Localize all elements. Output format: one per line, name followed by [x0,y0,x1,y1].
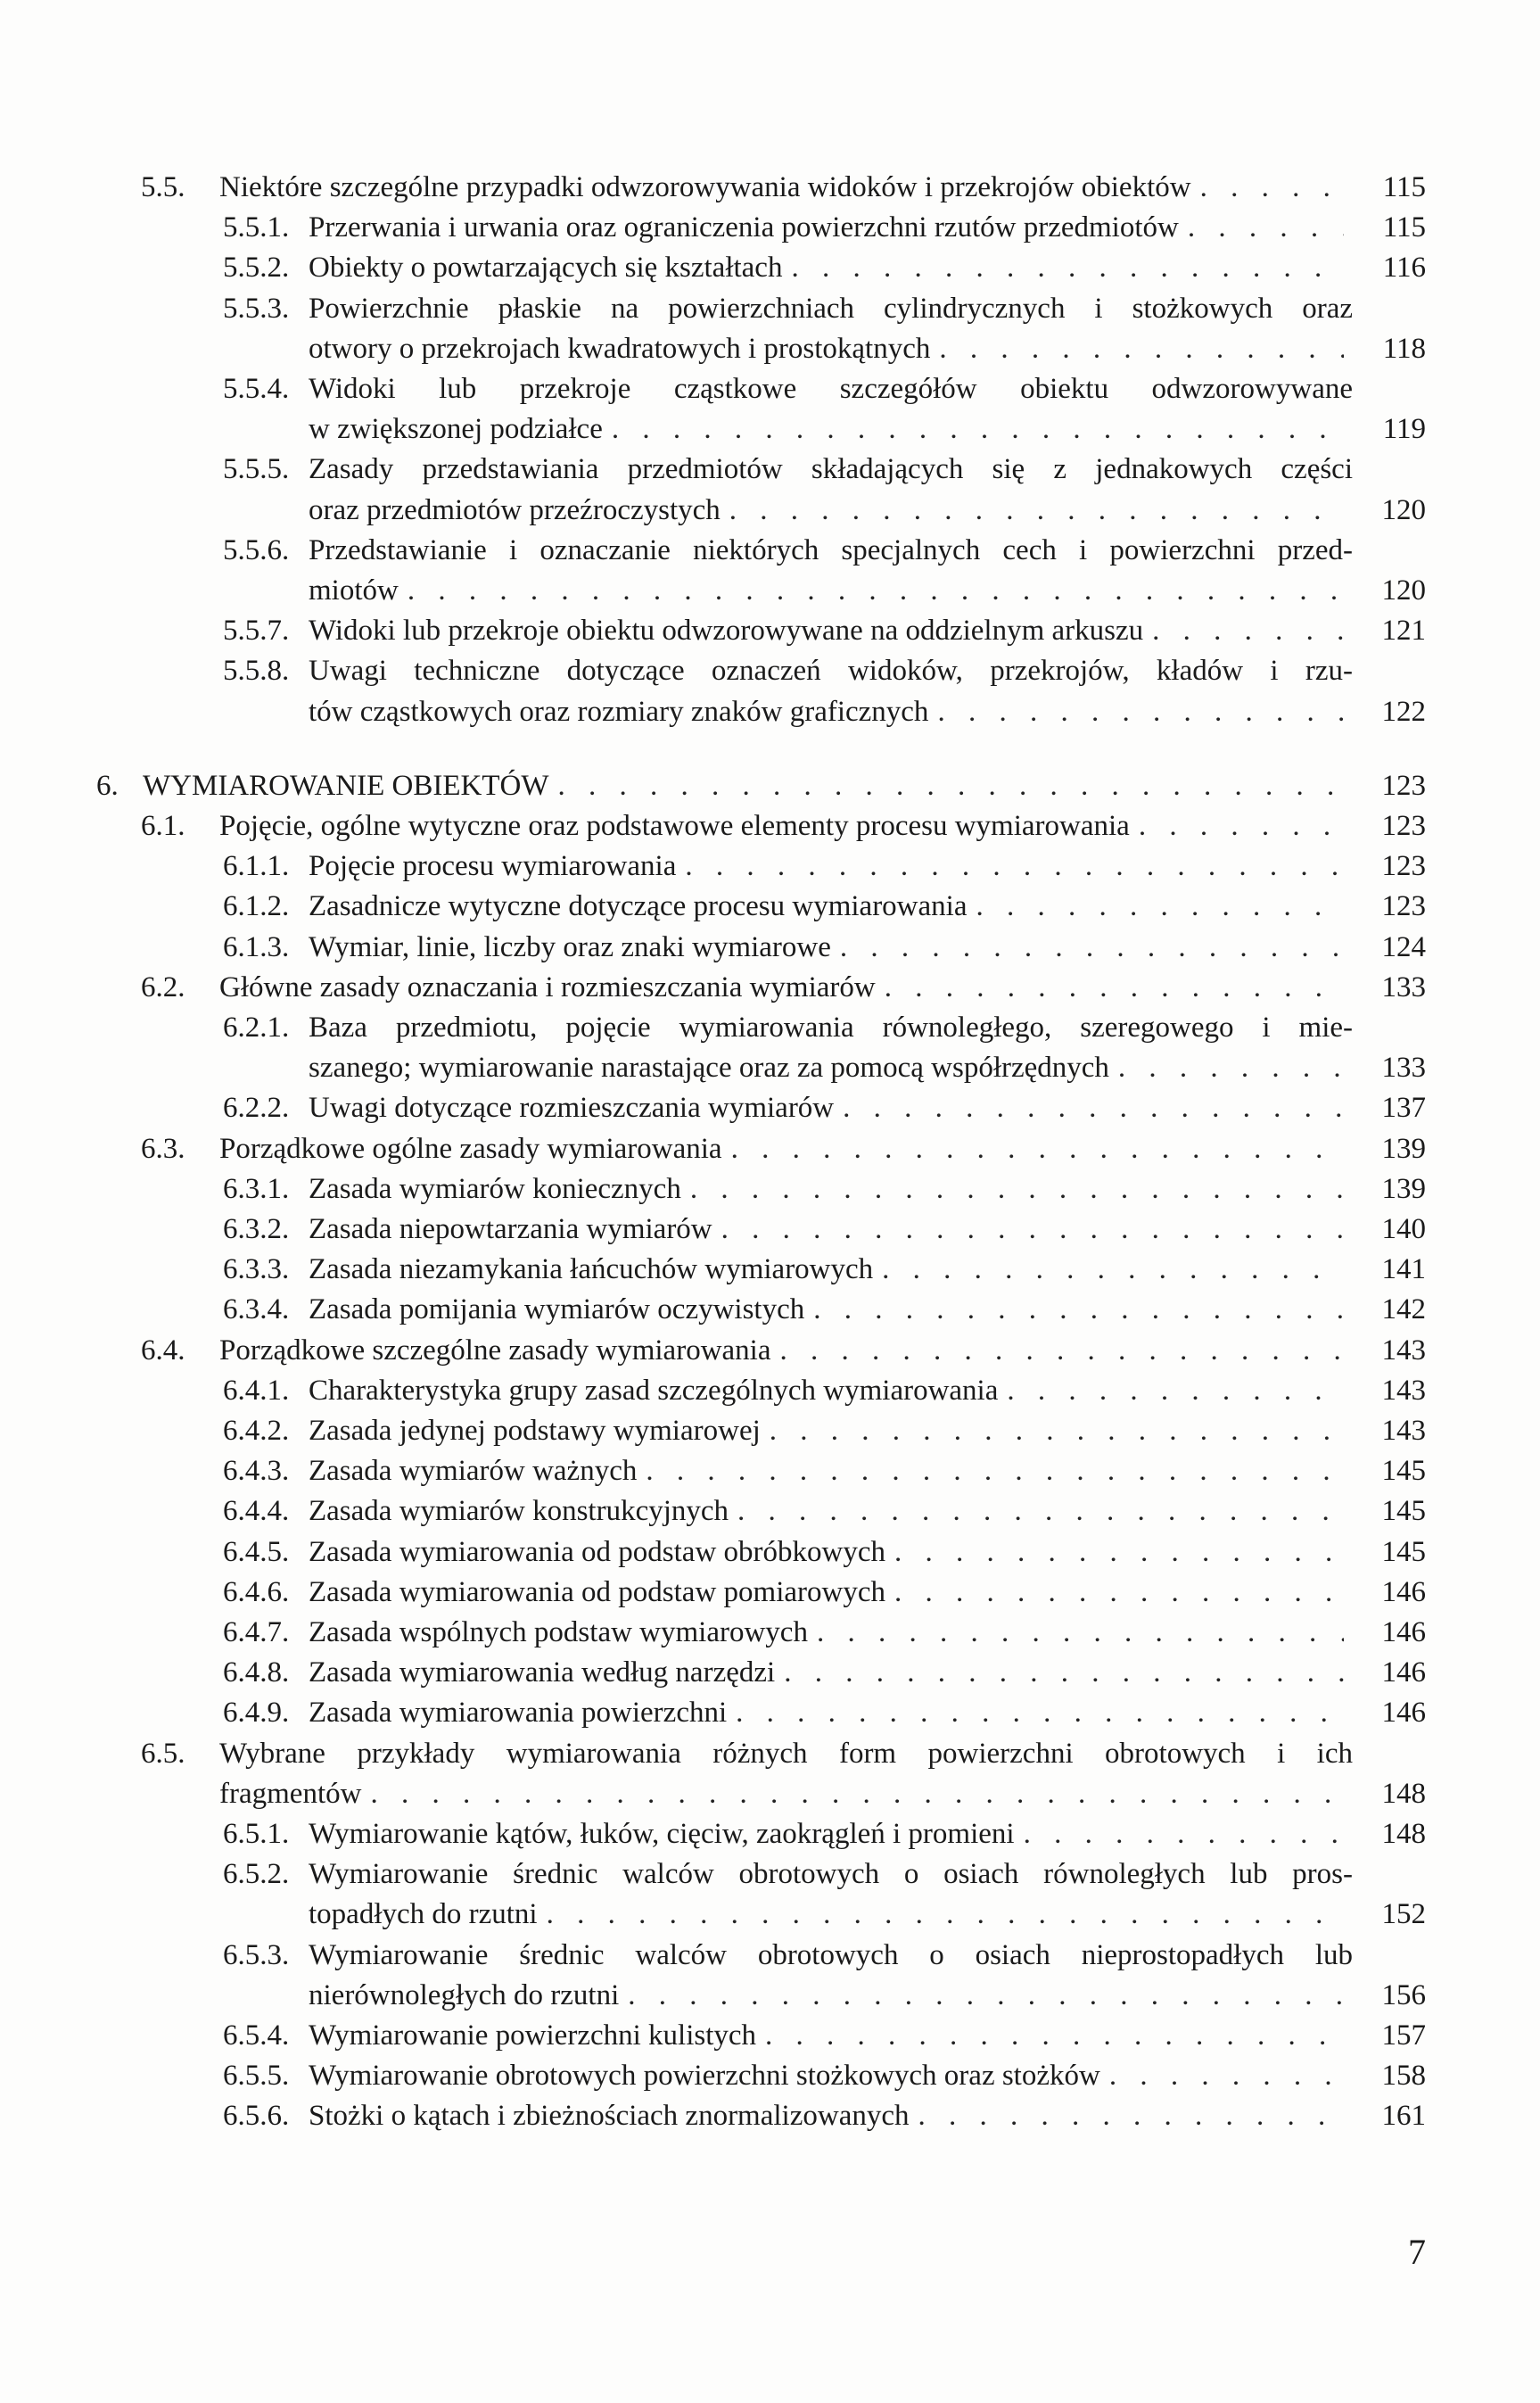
toc-entry-continuation [0,491,1540,530]
toc-entry-title: Pojęcie procesu wymiarowania [309,850,677,882]
toc-entry-number: 6.4.6. [223,1576,290,1608]
dot-leader [780,1331,1345,1370]
toc-entry-title: Wymiarowanie średnic walców obrotowych o osiach nieprostopadłych lub [309,1939,1353,1971]
toc-entry-title: Zasada pomijania wymiarów oczywistych [309,1293,805,1325]
toc-entry-page: 145 [1381,1536,1426,1568]
toc-entry [0,1250,1540,1289]
toc-entry-number: 5.5.1. [223,211,290,244]
toc-entry-number: 6.4.9. [223,1697,290,1729]
dot-leader [882,1250,1344,1289]
toc-entry-title: fragmentów [219,1778,362,1810]
dot-leader [685,846,1344,886]
toc-entry-page: 143 [1381,1375,1426,1407]
toc-entry [0,2016,1540,2055]
toc-entry-page: 146 [1381,1697,1426,1729]
toc-entry-page: 123 [1381,770,1426,802]
toc-entry-page: 123 [1381,890,1426,922]
toc-entry-title: otwory o przekrojach kwadratowych i prostokątnych [309,333,931,365]
toc-entry [0,208,1540,247]
dot-leader [612,409,1344,449]
toc-entry-title: miotów [309,574,399,607]
toc-entry-page: 146 [1381,1656,1426,1689]
dot-leader [770,1411,1344,1450]
toc-entry [0,1491,1540,1531]
toc-entry [0,766,1540,805]
dot-leader [646,1451,1344,1491]
toc-entry [0,611,1540,650]
toc-entry-page: 123 [1381,850,1426,882]
toc-entry [0,968,1540,1007]
toc-entry [0,168,1540,207]
dot-leader [736,1693,1344,1732]
toc-entry-page: 123 [1381,810,1426,842]
page-number: 7 [1408,2232,1426,2272]
toc-entry-page: 119 [1382,413,1426,445]
toc-entry-title: Obiekty o powtarzających się kształtach [309,252,783,284]
toc-entry-number: 6.5.4. [223,2019,290,2052]
toc-entry-title: Zasada niezamykania łańcuchów wymiarowych [309,1253,874,1285]
toc-entry-number: 6.3. [141,1133,185,1165]
toc-entry-page: 142 [1381,1293,1426,1325]
toc-entry-page: 139 [1381,1133,1426,1165]
toc-entry [0,1088,1540,1127]
dot-leader [939,329,1344,368]
toc-entry-page: 156 [1381,1979,1426,2011]
toc-entry-title: szanego; wymiarowanie narastające oraz za pomocą współrzędnych [309,1052,1109,1084]
toc-entry-number: 6.4.2. [223,1415,290,1447]
toc-entry-number: 5.5.3. [223,293,290,325]
toc-entry-number: 5.5.4. [223,373,290,405]
toc-entry-number: 6.2. [141,971,185,1003]
toc-entry-title: Zasada niepowtarzania wymiarów [309,1213,712,1245]
dot-leader [731,1129,1344,1168]
toc-entry-title: Zasada wymiarów koniecznych [309,1173,681,1205]
toc-entry [0,2096,1540,2135]
dot-leader [721,1210,1344,1249]
toc-entry-title: Uwagi dotyczące rozmieszczania wymiarów [309,1092,835,1124]
toc-entry-title: Wymiar, linie, liczby oraz znaki wymiarowe [309,931,831,963]
toc-entry-title: topadłych do rzutni [309,1898,538,1930]
toc-entry-number: 6.3.3. [223,1253,290,1285]
toc-entry-number: 5.5.5. [223,453,290,485]
toc-entry-page: 140 [1381,1213,1426,1245]
toc-entry-page: 124 [1381,931,1426,963]
toc-entry [0,806,1540,846]
toc-entry [0,1169,1540,1209]
dot-leader [737,1491,1344,1531]
toc-entry-title: Główne zasady oznaczania i rozmieszczania wymiarów [219,971,876,1003]
toc-entry-page: 145 [1381,1455,1426,1487]
toc-entry-continuation [0,1048,1540,1087]
toc-entry-title: Pojęcie, ogólne wytyczne oraz podstawowe elementy procesu wymiarowania [219,810,1130,842]
toc-entry-title: Wymiarowanie powierzchni kulistych [309,2019,757,2052]
dot-leader [558,766,1345,805]
toc-entry-title: nierównoległych do rzutni [309,1979,620,2011]
dot-leader [1152,611,1344,650]
toc-entry-title: Wymiarowanie kątów, łuków, cięciw, zaokrągleń i promieni [309,1818,1015,1850]
toc-entry-title: Widoki lub przekroje cząstkowe szczegółów obiektu odwzorowywane [309,373,1353,405]
dot-leader [840,928,1344,967]
toc-entry-title: Zasada wymiarów konstrukcyjnych [309,1495,729,1527]
toc-entry-title: Stożki o kątach i zbieżnościach znormalizowanych [309,2100,910,2132]
toc-entry-title: w zwiększonej podziałce [309,413,603,445]
toc-entry-title: Zasada jedynej podstawy wymiarowej [309,1415,761,1447]
toc-entry-number: 6.3.4. [223,1293,290,1325]
toc-entry [0,651,1540,690]
toc-entry-number: 6.5.1. [223,1818,290,1850]
toc-entry-title: Zasada wymiarowania od podstaw pomiarowych [309,1576,885,1608]
toc-entry-title: Zasada wymiarowania powierzchni [309,1697,728,1729]
toc-entry [0,1371,1540,1410]
dot-leader [1109,2056,1344,2095]
toc-entry-title: Zasada wymiarowania według narzędzi [309,1656,776,1689]
dot-leader [628,1976,1344,2015]
dot-leader [1024,1814,1344,1854]
toc-entry-title: Wymiarowanie obrotowych powierzchni stożkowych oraz stożków [309,2060,1100,2092]
toc-entry-number: 6.4.8. [223,1656,290,1689]
dot-leader [843,1088,1344,1127]
toc-entry-number: 6.4.4. [223,1495,290,1527]
toc-entry-number: 6.3.1. [223,1173,290,1205]
toc-entry-title: Zasada wymiarowania od podstaw obróbkowych [309,1536,885,1568]
toc-entry-number: 6. [96,770,119,802]
toc-entry-title: Uwagi techniczne dotyczące oznaczeń widoków, przekrojów, kładów i rzu- [309,655,1353,687]
toc-entry-page: 120 [1381,574,1426,607]
toc-entry [0,1734,1540,1773]
toc-entry-number: 6.4. [141,1334,185,1367]
toc-entry-page: 143 [1381,1415,1426,1447]
dot-leader [976,887,1344,926]
toc-entry-page: 161 [1381,2100,1426,2132]
toc-entry [0,1573,1540,1612]
toc-entry-page: 145 [1381,1495,1426,1527]
toc-entry [0,369,1540,409]
toc-entry-number: 5.5.2. [223,252,290,284]
toc-entry-title: Porządkowe szczególne zasady wymiarowania [219,1334,771,1367]
toc-entry-page: 157 [1381,2019,1426,2052]
toc-entry-title: Zasada wspólnych podstaw wymiarowych [309,1616,808,1648]
toc-entry-number: 6.4.7. [223,1616,290,1648]
toc-entry-title: Baza przedmiotu, pojęcie wymiarowania równoległego, szeregowego i mie- [309,1012,1353,1044]
toc-entry [0,928,1540,967]
dot-leader [813,1290,1344,1329]
toc-entry-title: Zasadnicze wytyczne dotyczące procesu wymiarowania [309,890,968,922]
toc-entry-number: 6.5.6. [223,2100,290,2132]
dot-leader [1200,168,1344,207]
toc-entry [0,1936,1540,1975]
toc-entry-number: 5.5.8. [223,655,290,687]
toc-entry-continuation [0,1774,1540,1813]
toc-entry-title: oraz przedmiotów przeźroczystych [309,494,721,526]
toc-entry [0,450,1540,489]
dot-leader [729,491,1344,530]
toc-entry-title: Zasada wymiarów ważnych [309,1455,638,1487]
toc-entry-title: Przedstawianie i oznaczanie niektórych specjalnych cech i powierzchni przed- [309,534,1353,566]
toc-entry [0,1451,1540,1491]
toc-entry [0,1129,1540,1168]
dot-leader [885,968,1344,1007]
toc-entry-page: 133 [1381,971,1426,1003]
toc-entry-page: 121 [1381,615,1426,647]
toc-entry-page: 139 [1381,1173,1426,1205]
toc-entry-number: 6.5.5. [223,2060,290,2092]
toc-entry-page: 143 [1381,1334,1426,1367]
toc-entry-number: 6.5. [141,1738,185,1770]
toc-entry-title: Porządkowe ogólne zasady wymiarowania [219,1133,722,1165]
toc-entry-title: Niektóre szczególne przypadki odwzorowywania widoków i przekrojów obiektów [219,171,1191,203]
toc-entry [0,289,1540,328]
toc-entry-number: 5.5.7. [223,615,290,647]
toc-entry [0,1613,1540,1652]
toc-entry [0,1008,1540,1047]
toc-entry [0,1854,1540,1894]
toc-entry [0,2056,1540,2095]
toc-entry [0,1532,1540,1572]
toc-entry-page: 141 [1381,1253,1426,1285]
toc-entry-page: 152 [1381,1898,1426,1930]
dot-leader [547,1895,1344,1934]
toc-entry-title: Przerwania i urwania oraz ograniczenia powierzchni rzutów przedmiotów [309,211,1179,244]
dot-leader [1188,208,1344,247]
toc-entry-continuation [0,1895,1540,1934]
toc-entry-page: 120 [1381,494,1426,526]
dot-leader [1139,806,1344,846]
toc-entry-number: 5.5. [141,171,185,203]
toc-entry [0,1331,1540,1370]
toc-entry [0,1411,1540,1450]
toc-entry-page: 115 [1382,171,1426,203]
toc-entry-page: 115 [1382,211,1426,244]
toc-entry-page: 133 [1381,1052,1426,1084]
toc-entry-continuation [0,1976,1540,2015]
toc-entry-title: Powierzchnie płaskie na powierzchniach cylindrycznych i stożkowych oraz [309,293,1353,325]
dot-leader [937,692,1344,731]
dot-leader [1007,1371,1344,1410]
toc-entry-title: tów cząstkowych oraz rozmiary znaków graficznych [309,696,929,728]
toc-entry-number: 5.5.6. [223,534,290,566]
toc-entry-continuation [0,409,1540,449]
toc-entry-number: 6.1.3. [223,931,290,963]
toc-entry-number: 6.5.3. [223,1939,290,1971]
dot-leader [690,1169,1344,1209]
toc-entry-page: 146 [1381,1576,1426,1608]
toc-entry [0,846,1540,886]
toc-entry-number: 6.1.2. [223,890,290,922]
toc-entry [0,248,1540,287]
dot-leader [784,1653,1344,1692]
toc-entry-page: 148 [1381,1818,1426,1850]
toc-entry-continuation [0,692,1540,731]
dot-leader [1118,1048,1344,1087]
toc-entry-page: 122 [1381,696,1426,728]
dot-leader [791,248,1344,287]
toc-entry [0,1210,1540,1249]
toc-entry-number: 6.4.5. [223,1536,290,1568]
toc-entry-page: 146 [1381,1616,1426,1648]
dot-leader [765,2016,1344,2055]
toc-entry-page: 148 [1381,1778,1426,1810]
toc-entry-page: 158 [1381,2060,1426,2092]
toc-entry-number: 6.1. [141,810,185,842]
dot-leader [894,1532,1344,1572]
toc-entry [0,1814,1540,1854]
toc-entry-number: 6.5.2. [223,1858,290,1890]
toc-entry-title: Wymiarowanie średnic walców obrotowych o osiach równoległych lub pros- [309,1858,1353,1890]
toc-entry-page: 118 [1382,333,1426,365]
toc-entry [0,1290,1540,1329]
toc-entry [0,531,1540,570]
toc-entry-number: 6.1.1. [223,850,290,882]
toc-entry-number: 6.4.1. [223,1375,290,1407]
toc-entry-number: 6.2.2. [223,1092,290,1124]
toc-entry-title: Zasady przedstawiania przedmiotów składających się z jednakowych części [309,453,1353,485]
toc-entry-title: Charakterystyka grupy zasad szczególnych wymiarowania [309,1375,999,1407]
dot-leader [894,1573,1344,1612]
toc-entry-number: 6.3.2. [223,1213,290,1245]
toc-entry-title: WYMIAROWANIE OBIEKTÓW [143,770,549,802]
toc-entry-number: 6.4.3. [223,1455,290,1487]
toc-entry-number: 6.2.1. [223,1012,290,1044]
toc-entry [0,1693,1540,1732]
toc-entry [0,887,1540,926]
dot-leader [408,571,1344,610]
dot-leader [817,1613,1344,1652]
toc-entry-page: 116 [1382,252,1426,284]
toc-entry-continuation [0,329,1540,368]
toc-entry-page: 137 [1381,1092,1426,1124]
toc-entry-title: Wybrane przykłady wymiarowania różnych form powierzchni obrotowych i ich [219,1738,1353,1770]
dot-leader [918,2096,1345,2135]
toc-entry-title: Widoki lub przekroje obiektu odwzorowywane na oddzielnym arkuszu [309,615,1144,647]
toc-entry-continuation [0,571,1540,610]
toc-entry [0,1653,1540,1692]
dot-leader [370,1774,1344,1813]
